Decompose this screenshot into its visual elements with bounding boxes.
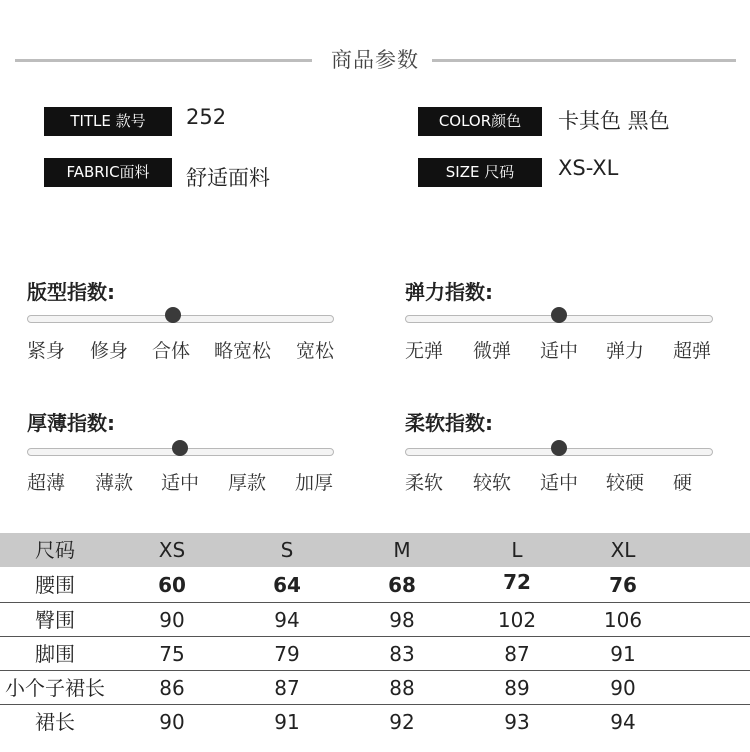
table-row (0, 704, 750, 739)
softness-scale-title: 柔软指数: (405, 411, 493, 435)
table-cell: 86 (159, 676, 185, 700)
table-cell: 91 (610, 642, 636, 666)
table-cell: 89 (504, 676, 530, 700)
table-cell: 76 (609, 573, 637, 597)
fit-scale-knob (165, 307, 181, 323)
color-tag: COLOR颜色 (418, 107, 542, 136)
thickness-scale-title: 厚薄指数: (27, 411, 115, 435)
table-cell: 64 (273, 573, 301, 597)
elasticity-option-label: 无弹 (405, 340, 444, 362)
softness-option-label: 较硬 (606, 472, 645, 494)
elasticity-scale-knob (551, 307, 567, 323)
header-cell: 尺码 (35, 538, 75, 562)
fit-scale-title: 版型指数: (27, 280, 115, 304)
elasticity-scale-title: 弹力指数: (405, 280, 493, 304)
table-cell: 94 (610, 710, 636, 734)
table-cell: 92 (389, 710, 415, 734)
row-label: 臀围 (35, 608, 75, 632)
softness-option-label: 较软 (473, 472, 512, 494)
table-cell: 90 (610, 676, 636, 700)
table-row (0, 670, 750, 705)
table-cell: 72 (503, 570, 531, 594)
page-title: 商品参数 (331, 48, 419, 72)
table-cell: 87 (274, 676, 300, 700)
table-row (0, 602, 750, 637)
size-tag: SIZE 尺码 (418, 158, 542, 187)
header-cell: L (511, 538, 523, 562)
header-divider-right (432, 59, 736, 62)
elasticity-option-label: 适中 (540, 340, 579, 362)
table-cell: 68 (388, 573, 416, 597)
table-cell: 90 (159, 710, 185, 734)
size-value: XS-XL (558, 156, 619, 180)
header-cell: XS (158, 538, 186, 562)
row-label: 小个子裙长 (5, 676, 105, 700)
table-cell: 106 (603, 608, 643, 632)
fabric-tag: FABRIC面料 (44, 158, 172, 187)
header-cell: XL (610, 538, 636, 562)
fabric-value: 舒适面料 (186, 166, 270, 190)
thickness-option-label: 加厚 (295, 472, 334, 494)
table-cell: 60 (158, 573, 186, 597)
thickness-scale-knob (172, 440, 188, 456)
softness-option-label: 适中 (540, 472, 579, 494)
elasticity-option-label: 微弹 (473, 340, 512, 362)
header-cell: M (393, 538, 411, 562)
row-label: 腰围 (35, 573, 75, 597)
softness-scale-knob (551, 440, 567, 456)
title-tag: TITLE 款号 (44, 107, 172, 136)
elasticity-option-label: 弹力 (606, 340, 645, 362)
table-cell: 98 (389, 608, 415, 632)
size-table-header (0, 533, 750, 567)
fit-option-label: 略宽松 (214, 340, 272, 362)
thickness-option-label: 适中 (161, 472, 200, 494)
fit-option-label: 宽松 (296, 340, 335, 362)
fit-option-label: 紧身 (27, 340, 66, 362)
table-cell: 87 (504, 642, 530, 666)
softness-option-label: 硬 (673, 472, 693, 494)
fit-option-label: 修身 (90, 340, 129, 362)
table-cell: 94 (274, 608, 300, 632)
elasticity-option-label: 超弹 (673, 340, 712, 362)
title-value: 252 (186, 105, 227, 129)
softness-option-label: 柔软 (405, 472, 444, 494)
table-cell: 93 (504, 710, 530, 734)
row-label: 裙长 (35, 710, 75, 734)
table-cell: 90 (159, 608, 185, 632)
row-label: 脚围 (35, 642, 75, 666)
table-row (0, 636, 750, 671)
table-cell: 102 (497, 608, 537, 632)
thickness-option-label: 厚款 (228, 472, 267, 494)
table-cell: 75 (159, 642, 185, 666)
table-cell: 83 (389, 642, 415, 666)
fit-option-label: 合体 (152, 340, 191, 362)
table-cell: 88 (389, 676, 415, 700)
table-cell: 91 (274, 710, 300, 734)
table-cell: 79 (274, 642, 300, 666)
color-value: 卡其色 黑色 (558, 109, 670, 133)
header-cell: S (280, 538, 294, 562)
thickness-option-label: 薄款 (95, 472, 134, 494)
thickness-option-label: 超薄 (27, 472, 66, 494)
table-row (0, 568, 750, 602)
